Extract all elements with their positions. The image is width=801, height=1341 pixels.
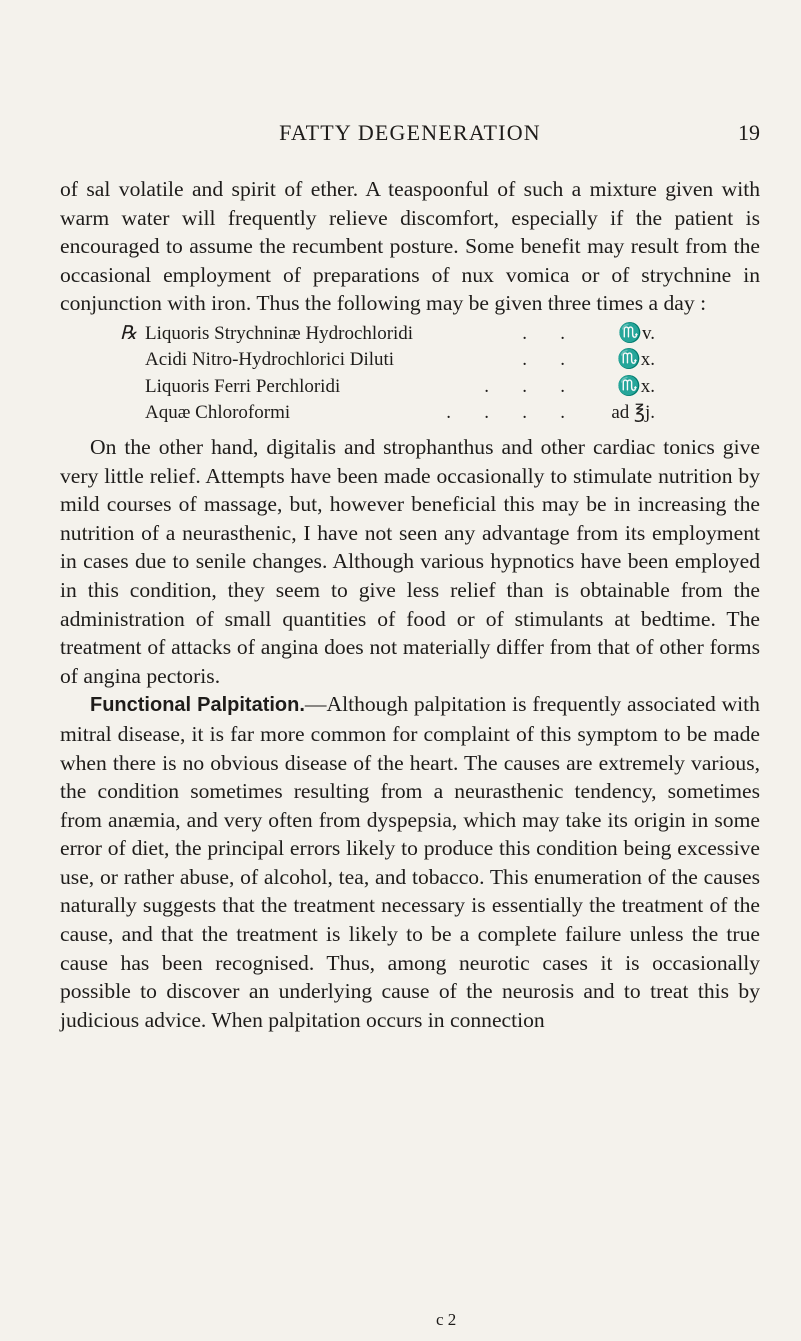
ingredient-quantity: ad ℥j. <box>611 402 655 424</box>
recipe-symbol: ℞ <box>120 322 138 344</box>
ingredient-name: Liquoris Ferri Perchloridi <box>145 375 341 397</box>
prescription-row <box>120 347 655 374</box>
signature-mark: c 2 <box>436 1310 457 1329</box>
leader-dots: . . . . <box>441 402 565 424</box>
paragraph-2: On the other hand, digitalis and strophanthus and other cardiac tonics give very little relief. Attempts have been made occasionally to stimulate nutrition by mild courses of massage, but, however beneficial this may be in increasing the nutrition of a neurasthenic, I have not seen any advantage from its employment in cases due to senile changes. Although various hypnotics have been employed in this condition, they seem to give less relief than is obtainable from the administration of small quantities of food or of stimulants at bedtime. The treatment of attacks of angina does not materially differ from that of other forms of angina pectoris. <box>60 434 760 688</box>
page-header <box>60 120 760 150</box>
ingredient-name: Acidi Nitro-Hydrochlorici Diluti <box>145 349 395 371</box>
ingredient-quantity: ♏x. <box>617 375 655 397</box>
prescription-row <box>120 374 655 401</box>
ingredient-name: Liquoris Strychninæ Hydrochloridi <box>145 322 414 344</box>
prescription <box>120 321 760 427</box>
body-text <box>60 175 760 1034</box>
leader-dots: . . . <box>451 375 565 397</box>
section-text: —Although palpitation is frequently associated with mitral disease, it is far more common for complaint of this symptom to be made when there is no obvious disease of the heart. The causes are extremely various, the condition sometimes resulting from a neurasthenic tendency, sometimes from anæmia, and very often from dyspepsia, which may take its origin in some error of diet, the principal errors likely to produce this condition being excessive use, or rather abuse, of alcohol, tea, and tobacco. This enumeration of the causes naturally suggests that the treatment necessary is essentially the treatment of the cause, and that the treatment is likely to be a complete failure unless the true cause has been recognised. Thus, among neurotic cases it is occasionally possible to discover an underlying cause of the neurosis and to treat this by judicious advice. When palpitation occurs in connection <box>60 692 760 1032</box>
paragraph-3 <box>60 690 760 1034</box>
page-number: 19 <box>738 120 760 145</box>
prescription-row <box>120 321 655 348</box>
leader-dots: . . <box>508 349 565 371</box>
ingredient-name: Aquæ Chloroformi <box>145 402 291 424</box>
ingredient-quantity: ♏x. <box>617 349 655 371</box>
running-title: FATTY DEGENERATION <box>279 120 541 145</box>
ingredient-quantity: ♏v. <box>618 322 655 344</box>
paragraph-1: of sal volatile and spirit of ether. A teaspoonful of such a mixture given with warm water will frequently relieve discomfort, especially if the patient is encouraged to assume the recumbent posture. Some benefit may result from the occasional employment of preparations of nux vomica or of strychnine in conjunction with iron. Thus the following may be given three times a day : <box>60 177 760 316</box>
leader-dots: . . <box>517 322 565 344</box>
prescription-row <box>120 400 655 427</box>
section-heading: Functional Palpitation. <box>90 694 305 717</box>
